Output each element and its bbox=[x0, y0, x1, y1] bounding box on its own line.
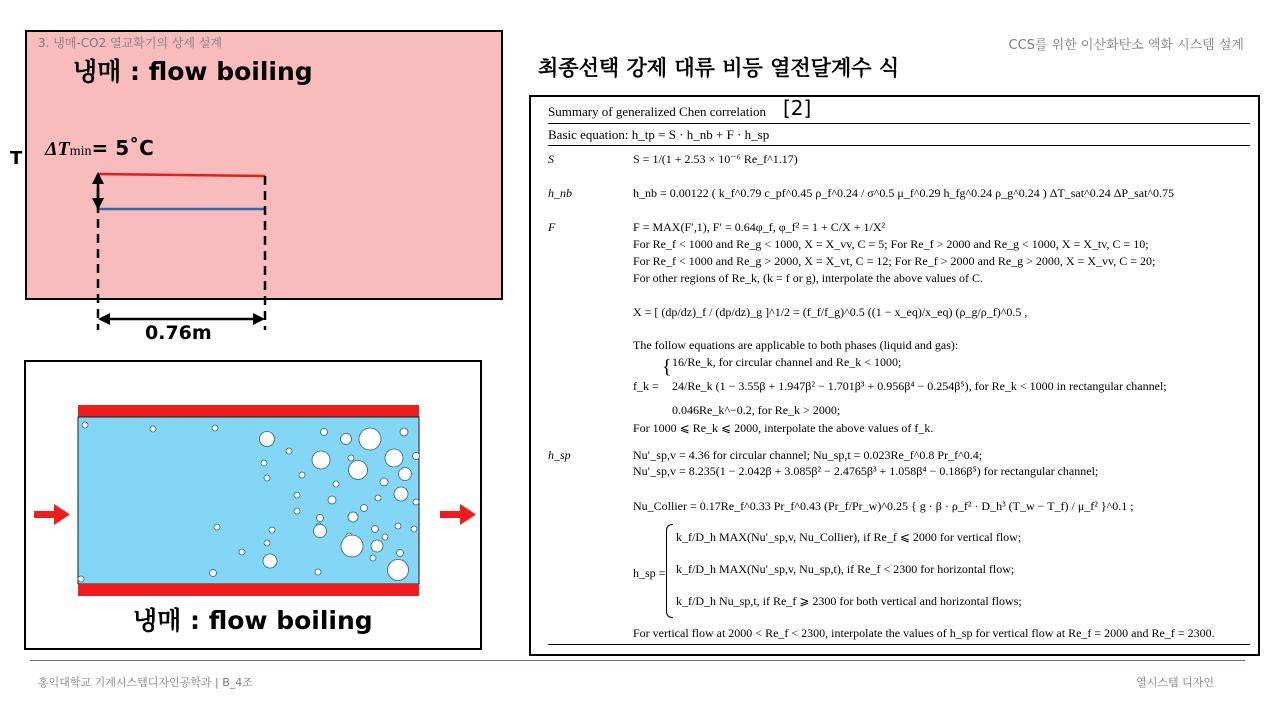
temperature-profile-svg bbox=[0, 0, 510, 345]
final-line: For vertical flow at 2000 < Re_f < 2300, interpolate the values of h_sp for vertical flow at Re_f = 2000 and Re_f = 2300. bbox=[633, 626, 1215, 640]
f-condition-2: For Re_f < 1000 and Re_g > 2000, X = X_vt, C = 12; For Re_f > 2000 and Re_g > 2000, X = X_vv, C = 20; bbox=[633, 254, 1156, 268]
length-arrow-left bbox=[98, 313, 110, 325]
length-arrow-right bbox=[253, 313, 265, 325]
hsp-case-2: k_f/D_h MAX(Nu′_sp,v, Nu_sp,t), if Re_f < 2300 for horizontal flow; bbox=[676, 562, 1015, 576]
refrigerant-label: 냉매 : flow boiling bbox=[73, 57, 313, 86]
hsp-brace bbox=[666, 524, 673, 618]
x-equation: X = [ (dp/dz)_f / (dp/dz)_g ]^1/2 = (f_f/f_g)^0.5 ((1 − x_eq)/x_eq) (ρ_g/ρ_f)^0.5 , bbox=[633, 305, 1028, 319]
label-f: F bbox=[548, 220, 556, 234]
hnb-equation: h_nb = 0.00122 ( k_f^0.79 c_pf^0.45 ρ_f^0.24 / σ^0.5 μ_f^0.29 h_fg^0.24 ρ_g^0.24 ) ΔT_sat^0.24 ΔP_sat^0.75 bbox=[633, 186, 1175, 200]
section-title: 3. 냉매-CO2 열교확기의 상세 설계 bbox=[38, 36, 223, 50]
fk-brace: { bbox=[662, 356, 672, 378]
follow-line: The follow equations are applicable to both phases (liquid and gas): bbox=[633, 338, 959, 352]
rule-mid bbox=[548, 145, 1250, 146]
footer-right: 열시스템 디자인 bbox=[1136, 676, 1214, 689]
bottom-wall bbox=[78, 584, 419, 596]
f-condition-3: For other regions of Re_k, (k = f or g), interpolate the above values of C. bbox=[633, 271, 984, 285]
f-condition-1: For Re_f < 1000 and Re_g < 1000, X = X_vv, C = 5; For Re_f > 2000 and Re_g < 1000, X = X_tv, C = 10; bbox=[633, 237, 1149, 251]
flow-boiling-svg bbox=[24, 360, 482, 620]
hsp-nusselt-1: Nu′_sp,v = 4.36 for circular channel; Nu_sp,t = 0.023Re_f^0.8 Pr_f^0.4; bbox=[633, 448, 983, 462]
length-label: 0.76m bbox=[145, 322, 212, 344]
t-axis-label: T bbox=[10, 148, 23, 169]
rule-top bbox=[548, 123, 1250, 124]
footer-left: 홍익대학교 기계시스템디자인공학과 | B_4조 bbox=[38, 676, 253, 689]
hsp-case-3: k_f/D_h Nu_sp,t, if Re_f ⩾ 2300 for both vertical and horizontal flows; bbox=[676, 594, 1022, 608]
fk-case-2: 24/Re_k (1 − 3.55β + 1.947β² − 1.701β³ + 0.956β⁴ − 0.254β⁵), for Re_k < 1000 in rectangular channel; bbox=[672, 379, 1167, 393]
hot-stream-line bbox=[98, 174, 265, 176]
outlet-arrow bbox=[460, 504, 476, 525]
inlet-arrow bbox=[54, 504, 70, 525]
label-s: S bbox=[548, 152, 554, 166]
fk-label: f_k = bbox=[633, 379, 659, 393]
formula-table-title: Summary of generalized Chen correlation bbox=[548, 104, 767, 119]
collier-equation: Nu_Collier = 0.17Re_f^0.33 Pr_f^0.43 (Pr_f/Pr_w)^0.25 { g · β · ρ_f² · D_h³ (T_w − T_f) / μ_f² }^0.1 ; bbox=[633, 499, 1134, 513]
presentation-title: CCS를 위한 이산화탄소 액화 시스템 설계 bbox=[1008, 38, 1244, 53]
hsp-case-1: k_f/D_h MAX(Nu′_sp,v, Nu_Collier), if Re_f ⩽ 2000 for vertical flow; bbox=[676, 530, 1022, 544]
fk-case-3: 0.046Re_k^−0.2, for Re_k > 2000; bbox=[672, 403, 841, 417]
label-hnb: h_nb bbox=[548, 186, 572, 200]
fk-case-1: 16/Re_k, for circular channel and Re_k < 1000; bbox=[672, 355, 902, 369]
label-hsp: h_sp bbox=[548, 448, 571, 462]
top-wall bbox=[78, 405, 419, 417]
flow-boiling-caption: 냉매 : flow boiling bbox=[133, 606, 373, 635]
delta-t-symbol: ΔT bbox=[45, 138, 70, 160]
s-equation: S = 1/(1 + 2.53 × 10⁻⁶ Re_f^1.17) bbox=[633, 152, 798, 166]
delta-t-value: = 5˚C bbox=[91, 136, 154, 160]
page-title: 최종선택 강제 대류 비등 열전달계수 식 bbox=[538, 56, 900, 80]
basic-equation: Basic equation: h_tp = S · h_nb + F · h_sp bbox=[548, 127, 770, 142]
rule-bottom bbox=[548, 644, 1250, 645]
reference-marker: [2] bbox=[783, 96, 812, 120]
fk-interpolate: For 1000 ⩽ Re_k ⩽ 2000, interpolate the above values of f_k. bbox=[633, 421, 934, 435]
delta-t-subscript: min bbox=[69, 144, 92, 159]
hsp-label: h_sp = bbox=[633, 566, 666, 580]
footer-divider bbox=[30, 660, 1245, 661]
hsp-nusselt-2: Nu′_sp,v = 8.235(1 − 2.042β + 3.085β² − 2.4765β³ + 1.058β⁴ − 0.186β⁵) for rectangular channel; bbox=[633, 464, 1099, 478]
f-equation: F = MAX(F′,1), F′ = 0.64φ_f, φ_f² = 1 + C/X + 1/X² bbox=[633, 220, 886, 234]
